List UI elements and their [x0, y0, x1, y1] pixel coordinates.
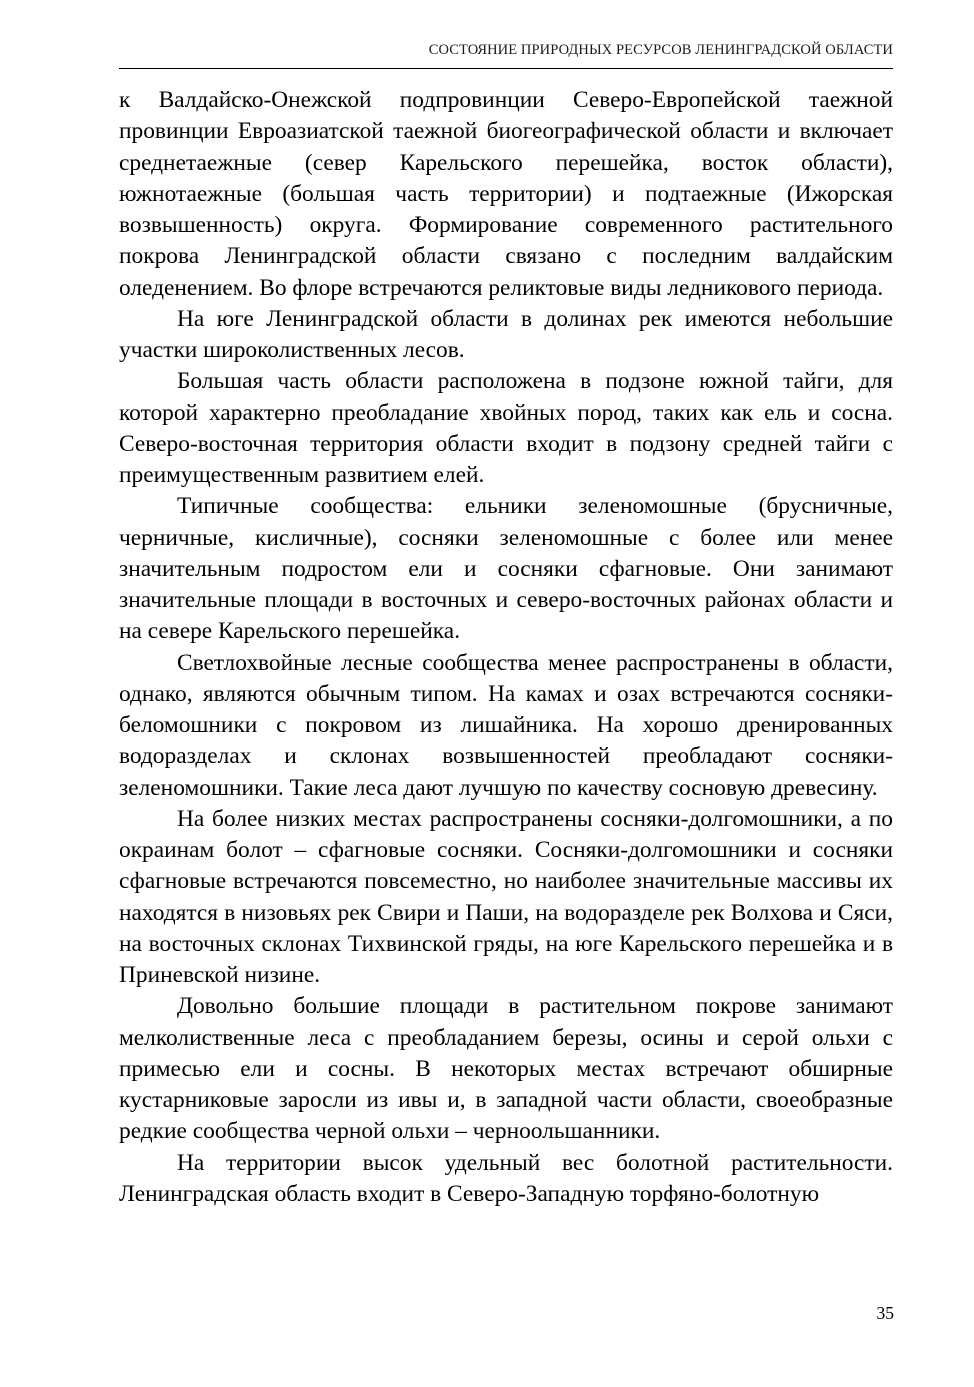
paragraph: Типичные сообщества: ельники зеленомошные (брусничные, черничные, кисличные), сосняки зеленомошные с более или менее значительным подростом ели и сосняки сфагновые. Они занимают значительные площади в восточных и северо-восточных районах области и на севере Карельского перешейка. [119, 493, 893, 645]
paragraph: Светлохвойные лесные сообщества менее распространены в области, однако, являются обычным типом. На камах и озах встречаются сосняки-беломошники с покровом из лишайника. На хорошо дренированных водоразделах и склонах возвышенностей преобладают сосняки-зеленомошники. Такие леса дают лучшую по качеству сосновую древесину. [119, 649, 893, 801]
paragraph: На юге Ленинградской области в долинах рек имеются небольшие участки широколиственных лесов. [119, 305, 893, 363]
running-header: СОСТОЯНИЕ ПРИРОДНЫХ РЕСУРСОВ ЛЕНИНГРАДСКОЙ ОБЛАСТИ [428, 42, 893, 58]
paragraph: На более низких местах распространены сосняки-долгомошники, а по окраинам болот – сфагновые сосняки. Сосняки-долгомошники и сосняки сфагновые встречаются повсеместно, но наиболее значительные массивы их находятся в низовьях рек Свири и Паши, на водоразделе рек Волхова и Сяси, на восточных склонах Тихвинской гряды, на юге Карельского перешейка и в Приневской низине. [119, 805, 893, 988]
paragraph-continuation: к Валдайско-Онежской подпровинции Северо-Европейской таежной провинции Евроазиатской таежной биогеографической области и включает среднетаежные (север Карельского перешейка, восток области), южнотаежные (большая часть территории) и подтаежные (Ижорская возвышенность) округа. Формирование современного растительного покрова Ленинградской области связано с последним валдайским оледенением. Во флоре встречаются реликтовые виды ледникового периода. [119, 87, 893, 301]
page-number: 35 [876, 1303, 894, 1323]
paragraph-continued: На территории высок удельный вес болотной растительности. Ленинградская область входит в Северо-Западную торфяно-болотную [119, 1149, 893, 1207]
header-divider [119, 68, 893, 69]
paragraph: Большая часть области расположена в подзоне южной тайги, для которой характерно преобладание хвойных пород, таких как ель и сосна. Северо-восточная территория области входит в подзону средней тайги с преимущественным развитием елей. [119, 368, 893, 488]
paragraph: Довольно большие площади в растительном покрове занимают мелколиственные леса с преобладанием березы, осины и серой ольхи с примесью ели и сосны. В некоторых местах встречают обширные кустарниковые заросли из ивы и, в западной части области, своеобразные редкие сообщества черной ольхи – черноольшанники. [119, 993, 893, 1145]
body-text [119, 85, 893, 1210]
